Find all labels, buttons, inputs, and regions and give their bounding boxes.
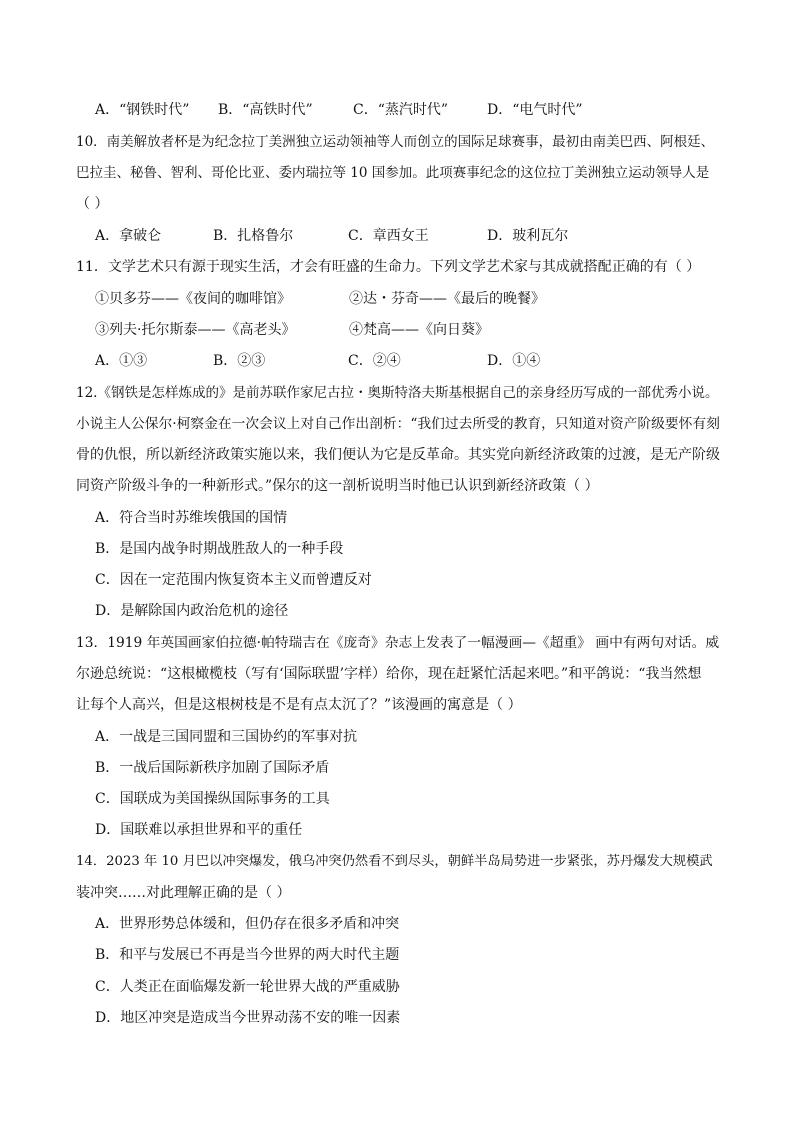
q12-stem-line-4: 同资产阶级斗争的一种新形式。”保尔的这一剖析说明当时他已认识到新经济政策（ ）	[76, 478, 599, 494]
q12-option-a: A．符合当时苏维埃俄国的国情	[95, 510, 288, 526]
q10-option-c: C．章西女王	[348, 228, 429, 244]
q14-option-c: C．人类正在面临爆发新一轮世界大战的严重威胁	[95, 979, 400, 995]
q9-option-d: D．“电气时代”	[487, 102, 583, 118]
q12-option-c: C．因在一定范围内恢复资本主义而曾遭反对	[95, 572, 372, 588]
q13-stem-line-2: 尔逊总统说：“这根橄榄枝（写有‘国际联盟’字样）给你，现在赶紧忙活起来吧。”和平鸽说：“我当然想	[76, 666, 702, 682]
q12-option-d: D．是解除国内政治危机的途径	[95, 603, 289, 619]
q11-option-a: A．①③	[95, 353, 148, 369]
q11-option-b: B．②③	[213, 353, 266, 369]
q11-stem-line-1: 11．文学艺术只有源于现实生活，才会有旺盛的生命力。下列文学艺术家与其成就搭配正确的有（ ）	[76, 259, 701, 275]
q12-stem-line-1: 12.《钢铁是怎样炼成的》是前苏联作家尼古拉・奥斯特洛夫斯基根据自己的亲身经历写成的一部优秀小说。	[76, 385, 719, 401]
q10-option-b: B．扎格鲁尔	[213, 228, 294, 244]
q12-stem-line-3: 骨的仇恨，所以新经济政策实施以来，我们便认为它是反革命。其实党向新经济政策的过渡，是无产阶级	[76, 447, 720, 463]
q14-stem-line-2: 装冲突……对此理解正确的是（ ）	[76, 885, 291, 901]
q11-item-4: ④梵高——《向日葵》	[349, 322, 489, 338]
q11-option-d: D．①④	[487, 353, 541, 369]
q10-stem-line-3: （ ）	[76, 196, 109, 212]
q10-option-a: A．拿破仑	[95, 228, 162, 244]
q12-stem-line-2: 小说主人公保尔·柯察金在一次会议上对自己作出剖析：“我们过去所受的教育，只知道对资产阶级要怀有刻	[76, 416, 720, 432]
q10-stem-line-2: 巴拉圭、秘鲁、智利、哥伦比亚、委内瑞拉等 10 国参加。此项赛事纪念的这位拉丁美洲独立运动领导人是	[76, 165, 710, 181]
q14-option-b: B．和平与发展已不再是当今世界的两大时代主题	[95, 947, 400, 963]
q13-option-b: B．一战后国际新秩序加剧了国际矛盾	[95, 760, 330, 776]
q12-option-b: B．是国内战争时期战胜敌人的一种手段	[95, 541, 344, 557]
q13-stem-line-1: 13．1919 年英国画家伯拉德·帕特瑞吉在《庞奇》杂志上发表了一幅漫画—《超重》 画中有两句对话。威	[76, 635, 720, 651]
q14-stem-line-1: 14．2023 年 10 月巴以冲突爆发，俄乌冲突仍然看不到尽头，朝鲜半岛局势进一步紧张，苏丹爆发大规模武	[76, 854, 713, 869]
q9-option-c: C．“蒸汽时代”	[353, 102, 449, 118]
q14-option-a: A．世界形势总体缓和，但仍存在很多矛盾和冲突	[95, 916, 400, 932]
q11-option-c: C．②④	[348, 353, 401, 369]
q13-option-d: D．国联难以承担世界和平的重任	[95, 822, 303, 838]
q9-option-b: B．“高铁时代”	[218, 102, 313, 118]
q11-item-2: ②达・芬奇——《最后的晚餐》	[349, 291, 545, 307]
q11-item-3: ③列夫·托尔斯泰——《高老头》	[95, 322, 296, 338]
q13-option-a: A．一战是三国同盟和三国协约的军事对抗	[95, 729, 358, 745]
q10-option-d: D．玻利瓦尔	[487, 228, 569, 244]
q13-stem-line-3: 让每个人高兴，但是这根树枝是不是有点太沉了？”该漫画的寓意是（ ）	[76, 697, 522, 713]
q11-item-1: ①贝多芬——《夜间的咖啡馆》	[95, 291, 291, 307]
q14-option-d: D．地区冲突是造成当今世界动荡不安的唯一因素	[95, 1010, 401, 1026]
q10-stem-line-1: 10．南美解放者杯是为纪念拉丁美洲独立运动领袖等人而创立的国际足球赛事，最初由南美巴西、阿根廷、	[76, 134, 715, 150]
q13-option-c: C．国联成为美国操纵国际事务的工具	[95, 791, 330, 807]
q9-option-a: A．“钢铁时代”	[95, 102, 190, 118]
